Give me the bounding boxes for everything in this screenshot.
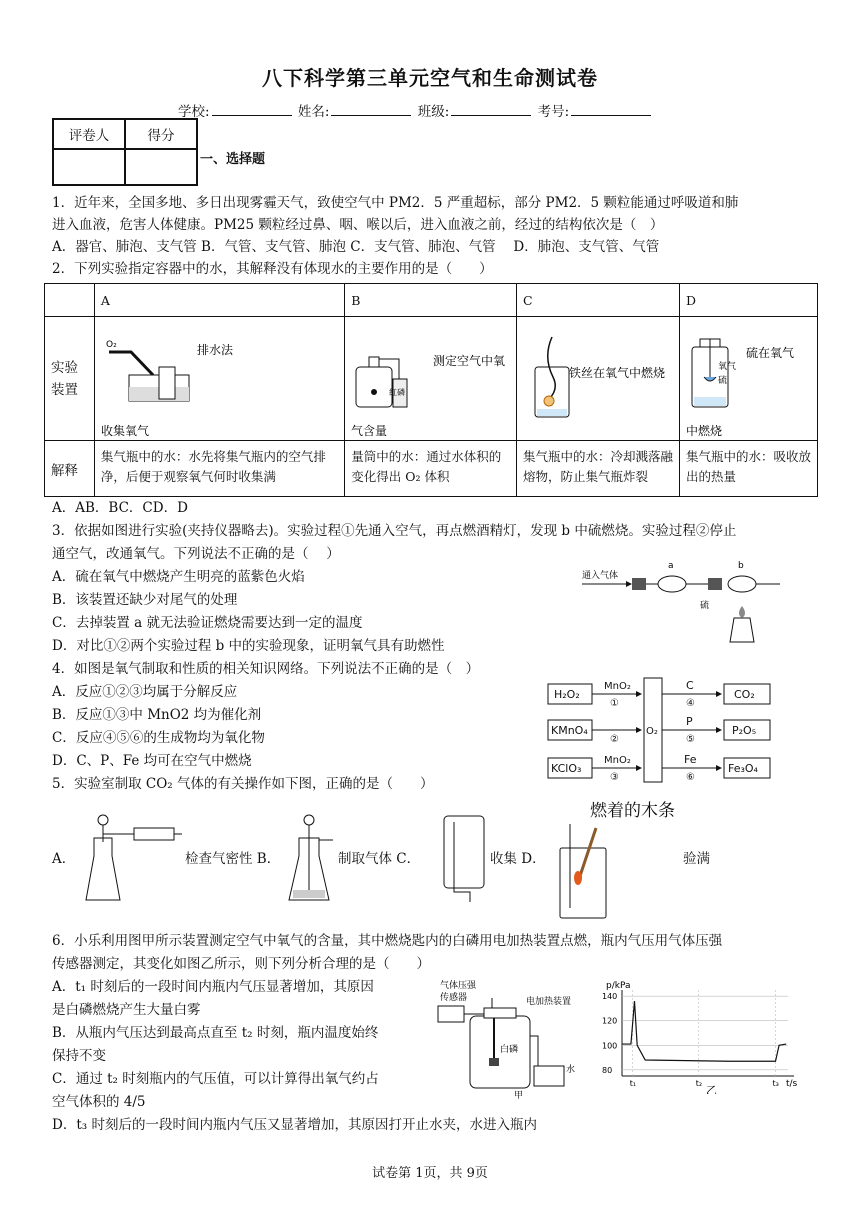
q5-stem: 5．实验室制取 CO₂ 气体的有关操作如下图，正确的是（ ）: [52, 776, 434, 792]
q4-option-c: C．反应④⑤⑥的生成物均为氧化物: [52, 730, 265, 746]
q6-option-b2: 保持不变: [52, 1048, 106, 1064]
svg-text:中燃烧: 中燃烧: [686, 424, 723, 437]
gas-production-diagram: [285, 812, 335, 904]
svg-text:①: ①: [610, 698, 619, 709]
cell-b-apparatus: [345, 317, 517, 441]
explain-row-label: 解释: [45, 441, 95, 497]
svg-text:MnO₂: MnO₂: [604, 755, 631, 766]
explain-a: 集气瓶中的水：水先将集气瓶内的空气排净，后便于观察氧气何时收集满: [94, 441, 344, 497]
sulfur-burning-diagram: [686, 317, 811, 437]
col-c-header: C: [516, 284, 679, 317]
svg-text:O₂: O₂: [646, 726, 658, 737]
iron-wire-burning-diagram: [523, 317, 673, 437]
q1-options: A．器官、肺泡、支气管 B．气管、支气管、肺泡 C．支气管、肺泡、气管 D．肺泡、支气管、气管: [52, 239, 660, 255]
name-label: 姓名:: [297, 104, 330, 120]
svg-text:O₂: O₂: [105, 340, 117, 350]
cell-d-apparatus: [680, 317, 818, 441]
svg-text:气体压强: 气体压强: [440, 981, 477, 991]
svg-text:KMnO₄: KMnO₄: [551, 724, 588, 737]
student-info: [178, 100, 653, 120]
y-tick-label: 120: [602, 1016, 618, 1026]
q2-stem: 2．下列实验指定容器中的水，其解释没有体现水的主要作用的是（ ）: [52, 261, 493, 277]
svg-text:水: 水: [566, 1065, 576, 1075]
score-table: [52, 118, 198, 186]
figure-jia-apparatus: [430, 976, 590, 1100]
q3-option-a: A．硫在氧气中燃烧产生明亮的蓝紫色火焰: [52, 569, 305, 585]
svg-text:硫在氧气: 硫在氧气: [746, 346, 795, 360]
x-tick-label: t₂: [695, 1079, 703, 1088]
q1-line1: 1．近年来，全国多地、多日出现雾霾天气，致使空气中 PM2．5 严重超标，部分 PM2．5 颗粒能通过呼吸道和肺: [52, 195, 739, 211]
school-label: 学校:: [178, 104, 210, 120]
x-tick-label: t₃: [772, 1079, 779, 1088]
svg-text:④: ④: [686, 698, 695, 709]
svg-text:排水法: 排水法: [196, 343, 233, 357]
svg-text:硫: 硫: [718, 376, 728, 386]
q3-option-d: D．对比①②两个实验过程 b 中的实验现象，证明氧气具有助燃性: [52, 638, 445, 654]
svg-text:甲: 甲: [514, 1091, 524, 1100]
name-blank[interactable]: [331, 103, 411, 116]
score-header: 得分: [125, 119, 197, 149]
q3-line2: 通空气，改通氧气。下列说法不正确的是（ ）: [52, 546, 340, 562]
svg-text:红磷: 红磷: [389, 388, 406, 397]
svg-text:MnO₂: MnO₂: [604, 681, 631, 692]
svg-text:⑤: ⑤: [686, 734, 695, 745]
q5-caption-c: 收集 D．: [490, 851, 546, 867]
q3-option-c: C．去掉装置 a 就无法验证燃烧需要达到一定的温度: [52, 615, 363, 631]
svg-text:测定空气中氧: 测定空气中氧: [433, 354, 506, 368]
q3-option-b: B．该装置还缺少对尾气的处理: [52, 592, 238, 608]
figure-yi-pressure-chart: [596, 976, 806, 1094]
svg-text:a: a: [668, 561, 674, 571]
oxygen-knowledge-network: [540, 676, 810, 786]
col-d-header: D: [680, 284, 818, 317]
grader-cell[interactable]: [53, 149, 125, 185]
q5-caption-b: 制取气体 C．: [338, 851, 421, 867]
svg-text:收集氧气: 收集氧气: [100, 424, 149, 437]
q6-line1: 6．小乐利用图甲所示装置测定空气中氧气的含量，其中燃烧匙内的白磷用电加热装置点燃，瓶内气压用气体压强: [52, 933, 723, 949]
q2-options: A．AB．BC．CD．D: [52, 500, 188, 516]
y-tick-label: 100: [602, 1041, 618, 1051]
col-b-header: B: [345, 284, 517, 317]
svg-text:Fe₃O₄: Fe₃O₄: [728, 762, 758, 775]
svg-text:CO₂: CO₂: [734, 688, 755, 701]
svg-text:电加热装置: 电加热装置: [526, 997, 572, 1007]
y-tick-label: 80: [602, 1065, 613, 1075]
svg-text:铁丝在氧气中燃烧: 铁丝在氧气中燃烧: [568, 366, 665, 380]
q6-option-d: D．t₃ 时刻后的一段时间内瓶内气压又显著增加，其原因打开止水夹，水进入瓶内: [52, 1117, 537, 1133]
oxygen-content-diagram: [351, 317, 506, 437]
q3-apparatus-diagram: [580, 556, 790, 652]
page-footer: 试卷第 1页，共 9页: [372, 1166, 488, 1181]
apparatus-row-label: 实验 装置: [45, 317, 95, 441]
section-heading: 一、选择题: [200, 152, 266, 167]
q4-stem: 4．如图是氧气制取和性质的相关知识网络。下列说法不正确的是（ ）: [52, 661, 480, 677]
svg-text:b: b: [738, 561, 744, 571]
svg-text:气含量: 气含量: [351, 424, 388, 437]
gas-collection-diagram: [440, 812, 490, 904]
water-collection-diagram: [101, 317, 331, 437]
svg-text:Fe: Fe: [684, 753, 697, 766]
q5-caption-d: 验满: [683, 851, 710, 867]
class-blank[interactable]: [451, 103, 531, 116]
explain-c: 集气瓶中的水：冷却溅落融熔物，防止集气瓶炸裂: [516, 441, 679, 497]
svg-text:H₂O₂: H₂O₂: [554, 688, 580, 701]
cell-c-apparatus: [516, 317, 679, 441]
figure-yi-label: 乙: [706, 1084, 717, 1094]
svg-text:C: C: [686, 679, 694, 692]
x-tick-label: t₁: [629, 1079, 637, 1088]
burning-stick-label: 燃着的木条: [590, 801, 675, 821]
exam-no-label: 考号:: [537, 104, 570, 120]
q6-option-b1: B．从瓶内气压达到最高点直至 t₂ 时刻，瓶内温度始终: [52, 1025, 379, 1041]
pressure-series-line: [622, 1001, 786, 1061]
q1-line2: 进入血液，危害人体健康。PM25 颗粒经过鼻、咽、喉以后，进入血液之前，经过的结构依次是（ ）: [52, 217, 664, 233]
exam-no-blank[interactable]: [571, 103, 651, 116]
page-title: 八下科学第三单元空气和生命测试卷: [262, 66, 598, 90]
svg-text:⑥: ⑥: [686, 772, 695, 783]
col-a-header: A: [94, 284, 344, 317]
svg-text:传感器: 传感器: [440, 993, 468, 1003]
q4-option-b: B．反应①③中 MnO2 均为催化剂: [52, 707, 262, 723]
x-axis-label: t/s: [786, 1079, 798, 1089]
class-label: 班级:: [417, 104, 450, 120]
svg-text:②: ②: [610, 734, 619, 745]
q6-option-c2: 空气体积的 4/5: [52, 1094, 146, 1110]
q3-line1: 3．依据如图进行实验(夹持仪器略去)。实验过程①先通入空气，再点燃酒精灯，发现 b 中硫燃烧。实验过程②停止: [52, 523, 737, 539]
airtightness-check-diagram: [72, 812, 184, 904]
grader-header: 评卷人: [53, 119, 125, 149]
svg-text:KClO₃: KClO₃: [551, 762, 582, 775]
svg-text:P₂O₅: P₂O₅: [732, 724, 757, 737]
cell-a-apparatus: [94, 317, 344, 441]
q4-option-d: D．C、P、Fe 均可在空气中燃烧: [52, 753, 252, 769]
q5-option-a-letter: A．: [52, 851, 76, 867]
svg-text:硫: 硫: [700, 601, 710, 611]
q4-option-a: A．反应①②③均属于分解反应: [52, 684, 238, 700]
svg-text:氧气: 氧气: [718, 362, 737, 372]
q2-table: [44, 283, 818, 497]
explain-b: 量筒中的水：通过水体积的变化得出 O₂ 体积: [345, 441, 517, 497]
full-check-diagram: [556, 818, 612, 922]
y-tick-label: 140: [602, 992, 618, 1002]
svg-text:P: P: [686, 715, 693, 728]
score-cell[interactable]: [125, 149, 197, 185]
svg-text:③: ③: [610, 772, 619, 783]
q6-option-a2: 是白磷燃烧产生大量白雾: [52, 1002, 201, 1018]
y-axis-label: p/kPa: [606, 981, 631, 991]
q6-option-c1: C．通过 t₂ 时刻瓶内的气压值，可以计算得出氧气约占: [52, 1071, 379, 1087]
svg-text:通入气体: 通入气体: [582, 571, 619, 581]
svg-text:白磷: 白磷: [500, 1045, 519, 1055]
q5-caption-a: 检查气密性 B．: [185, 851, 281, 867]
explain-d: 集气瓶中的水：吸收放出的热量: [680, 441, 818, 497]
school-blank[interactable]: [212, 103, 292, 116]
q6-line2: 传感器测定，其变化如图乙所示，则下列分析合理的是（ ）: [52, 956, 430, 972]
q6-option-a1: A．t₁ 时刻后的一段时间内瓶内气压显著增加，其原因: [52, 979, 374, 995]
